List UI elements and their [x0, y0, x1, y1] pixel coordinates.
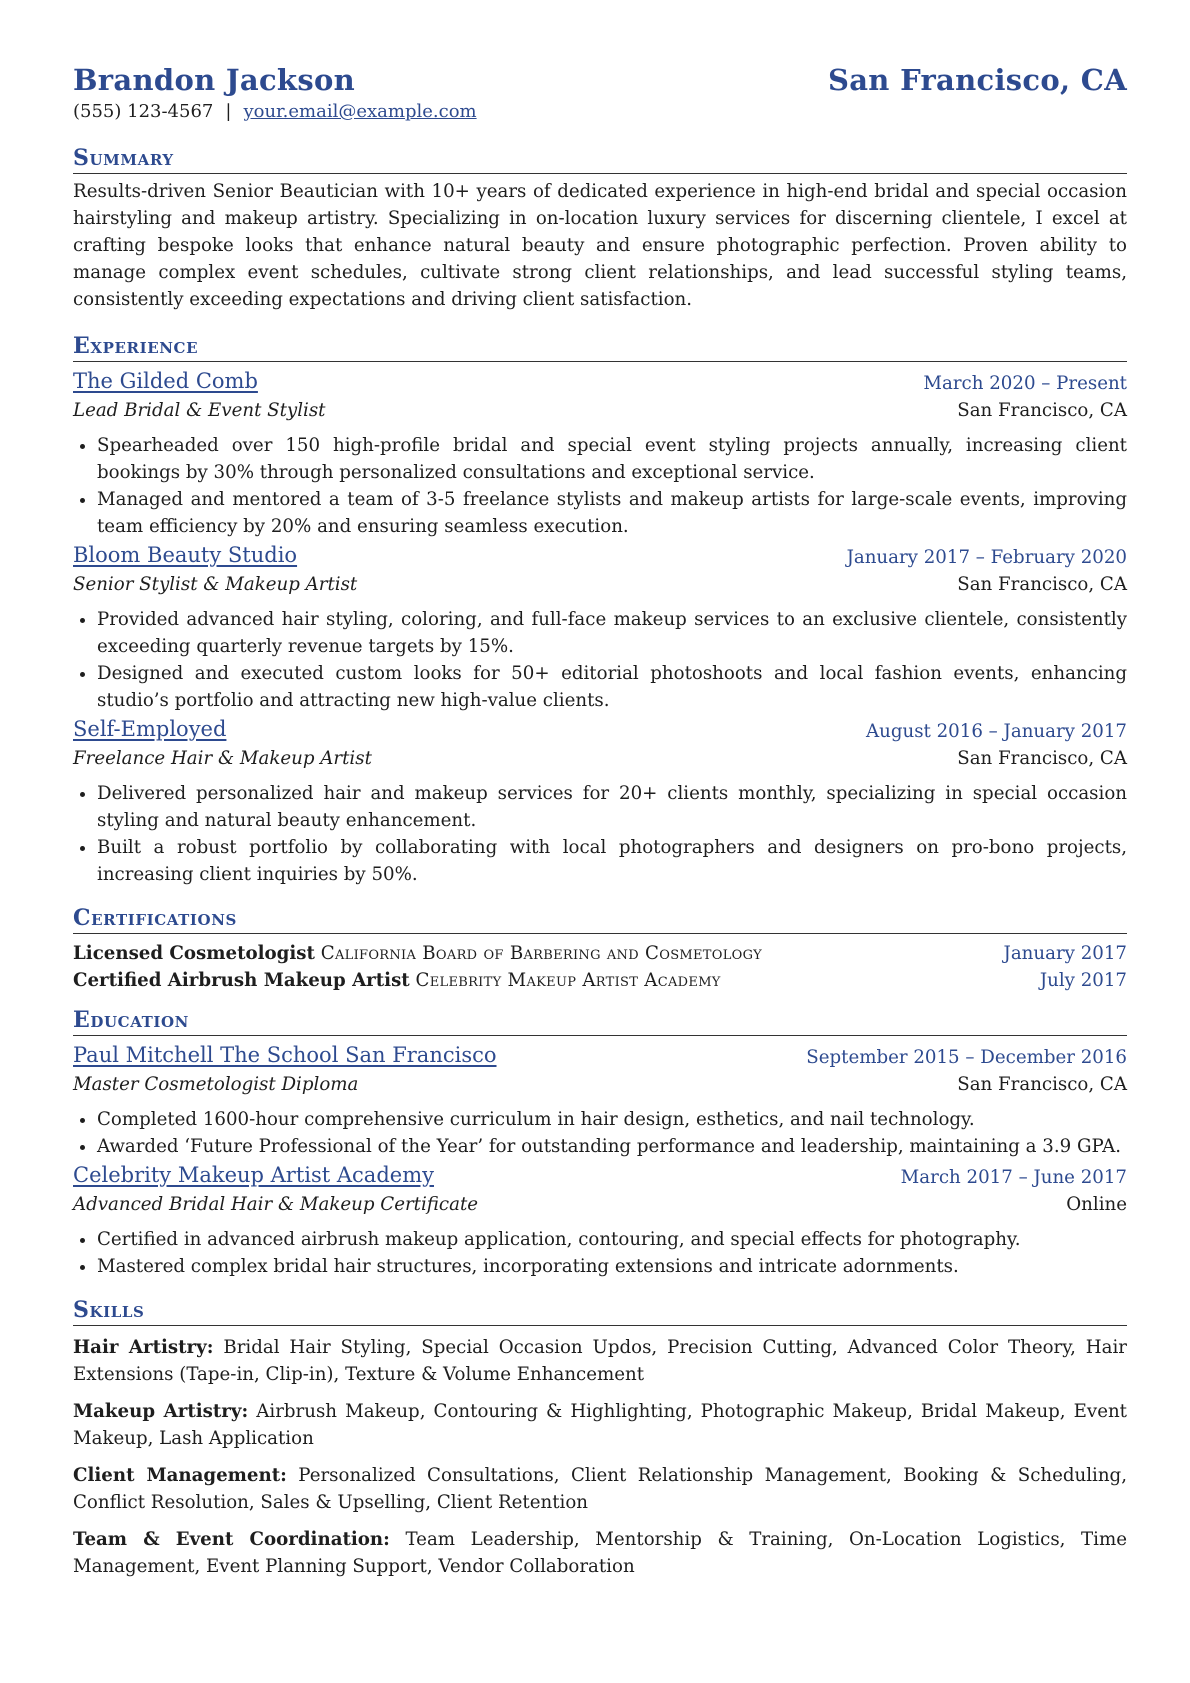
certifications-section [73, 905, 1127, 994]
contact-separator: | [225, 101, 232, 122]
section-title-summary: Summary [73, 145, 1127, 174]
experience-entry [73, 542, 1127, 714]
education-dates: September 2015 – December 2016 [806, 1047, 1127, 1068]
skill-group [73, 1526, 1127, 1580]
certification-issuer: Celebrity Makeup Artist Academy [415, 970, 721, 991]
job-location: San Francisco, CA [957, 748, 1127, 769]
experience-section [73, 333, 1127, 888]
section-title-experience: Experience [73, 333, 1127, 362]
section-title-skills: Skills [73, 1297, 1127, 1326]
bullet-list [73, 1106, 1127, 1160]
bullet-item: • Spearheaded over 150 high-profile bridal and special event styling projects annually, increasing client bookings by 30% through personalized consultations and exceptional service. [97, 432, 1127, 486]
skill-category: Client Management: [73, 1465, 287, 1486]
bullet-item: • Managed and mentored a team of 3-5 freelance stylists and makeup artists for large-scale events, improving team efficiency by 20% and ensuring seamless execution. [97, 486, 1127, 540]
bullet-item: • Provided advanced hair styling, coloring, and full-face makeup services to an exclusive clientele, consistently exceeding quarterly revenue targets by 15%. [97, 606, 1127, 660]
section-title-certifications: Certifications [73, 905, 1127, 934]
skill-group [73, 1398, 1127, 1452]
school-name[interactable]: Paul Mitchell The School San Francisco [73, 1043, 497, 1067]
skill-group [73, 1462, 1127, 1516]
experience-entry [73, 716, 1127, 888]
candidate-location: San Francisco, CA [827, 63, 1127, 97]
bullet-item: • Mastered complex bridal hair structures, incorporating extensions and intricate adornments. [97, 1253, 1127, 1280]
bullet-list [73, 780, 1127, 888]
bullet-item: • Awarded ‘Future Professional of the Year’ for outstanding performance and leadership, maintaining a 3.9 GPA. [97, 1133, 1127, 1160]
bullet-item: • Completed 1600-hour comprehensive curriculum in hair design, esthetics, and nail technology. [97, 1106, 1127, 1133]
education-entry [73, 1162, 1127, 1280]
email-link[interactable]: your.email@example.com [243, 101, 477, 122]
phone-number: (555) 123-4567 [73, 101, 214, 122]
bullet-item: • Built a robust portfolio by collaborating with local photographers and designers on pro-bono projects, increasing client inquiries by 50%. [97, 834, 1127, 888]
skill-group [73, 1334, 1127, 1388]
skill-list: Bridal Hair Styling, Special Occasion Updos, Precision Cutting, Advanced Color Theory, Hair Extensions (Tape-in, Clip-in), Texture & Volume Enhancement [73, 1337, 1127, 1385]
job-title: Senior Stylist & Makeup Artist [73, 574, 358, 595]
job-title: Lead Bridal & Event Stylist [73, 400, 326, 421]
company-name[interactable]: Bloom Beauty Studio [73, 543, 298, 567]
certification-item [73, 940, 1127, 967]
summary-text: Results-driven Senior Beautician with 10+ years of dedicated experience in high-end bridal and special occasion hairstyling and makeup artistry. Specializing in on-location luxury services for discerning clientele, I excel at crafting bespoke looks that enhance natural beauty and ensure photographic perfection. Proven ability to manage complex event schedules, cultivate strong client relationships, and lead successful styling teams, consistently exceeding expectations and driving client satisfaction. [73, 181, 1127, 310]
certification-item [73, 967, 1127, 994]
certification-date: January 2017 [1003, 943, 1127, 964]
employment-dates: August 2016 – January 2017 [865, 721, 1127, 742]
candidate-name: Brandon Jackson [73, 63, 355, 97]
company-name[interactable]: Self-Employed [73, 717, 227, 741]
job-location: San Francisco, CA [957, 400, 1127, 421]
school-name[interactable]: Celebrity Makeup Artist Academy [73, 1163, 434, 1187]
bullet-item: • Delivered personalized hair and makeup services for 20+ clients monthly, specializing in special occasion styling and natural beauty enhancement. [97, 780, 1127, 834]
employment-dates: March 2020 – Present [923, 373, 1127, 394]
bullet-item: • Designed and executed custom looks for 50+ editorial photoshoots and local fashion events, enhancing studio’s portfolio and attracting new high-value clients. [97, 660, 1127, 714]
education-entry [73, 1042, 1127, 1160]
job-title: Freelance Hair & Makeup Artist [73, 748, 372, 769]
resume-header [73, 63, 1127, 103]
certification-name: Licensed Cosmetologist [73, 943, 315, 964]
bullet-item: • Certified in advanced airbrush makeup application, contouring, and special effects for photography. [97, 1226, 1127, 1253]
bullet-list [73, 606, 1127, 714]
education-section [73, 1007, 1127, 1280]
bullet-list [73, 1226, 1127, 1280]
skill-list: Team Leadership, Mentorship & Training, On-Location Logistics, Time Management, Event Planning Support, Vendor Collaboration [73, 1529, 1127, 1577]
certification-date: July 2017 [1039, 970, 1127, 991]
skill-list: Personalized Consultations, Client Relationship Management, Booking & Scheduling, Conflict Resolution, Sales & Upselling, Client Retention [73, 1465, 1127, 1513]
skills-section [73, 1297, 1127, 1590]
skill-category: Hair Artistry: [73, 1337, 214, 1358]
bullet-list [73, 432, 1127, 540]
degree-title: Master Cosmetologist Diploma [73, 1074, 359, 1095]
degree-title: Advanced Bridal Hair & Makeup Certificate [73, 1194, 479, 1215]
summary-section [73, 145, 1127, 313]
school-location: Online [1066, 1194, 1127, 1215]
school-location: San Francisco, CA [957, 1074, 1127, 1095]
skill-category: Team & Event Coordination: [73, 1529, 390, 1550]
experience-entry [73, 368, 1127, 540]
contact-line [73, 100, 477, 124]
employment-dates: January 2017 – February 2020 [846, 547, 1127, 568]
company-name[interactable]: The Gilded Comb [73, 369, 258, 393]
certification-name: Certified Airbrush Makeup Artist [73, 970, 410, 991]
skill-list: Airbrush Makeup, Contouring & Highlighting, Photographic Makeup, Bridal Makeup, Event Makeup, Lash Application [73, 1401, 1127, 1449]
education-dates: March 2017 – June 2017 [900, 1167, 1127, 1188]
job-location: San Francisco, CA [957, 574, 1127, 595]
skill-category: Makeup Artistry: [73, 1401, 249, 1422]
certification-issuer: California Board of Barbering and Cosmetology [320, 943, 762, 964]
section-title-education: Education [73, 1007, 1127, 1036]
